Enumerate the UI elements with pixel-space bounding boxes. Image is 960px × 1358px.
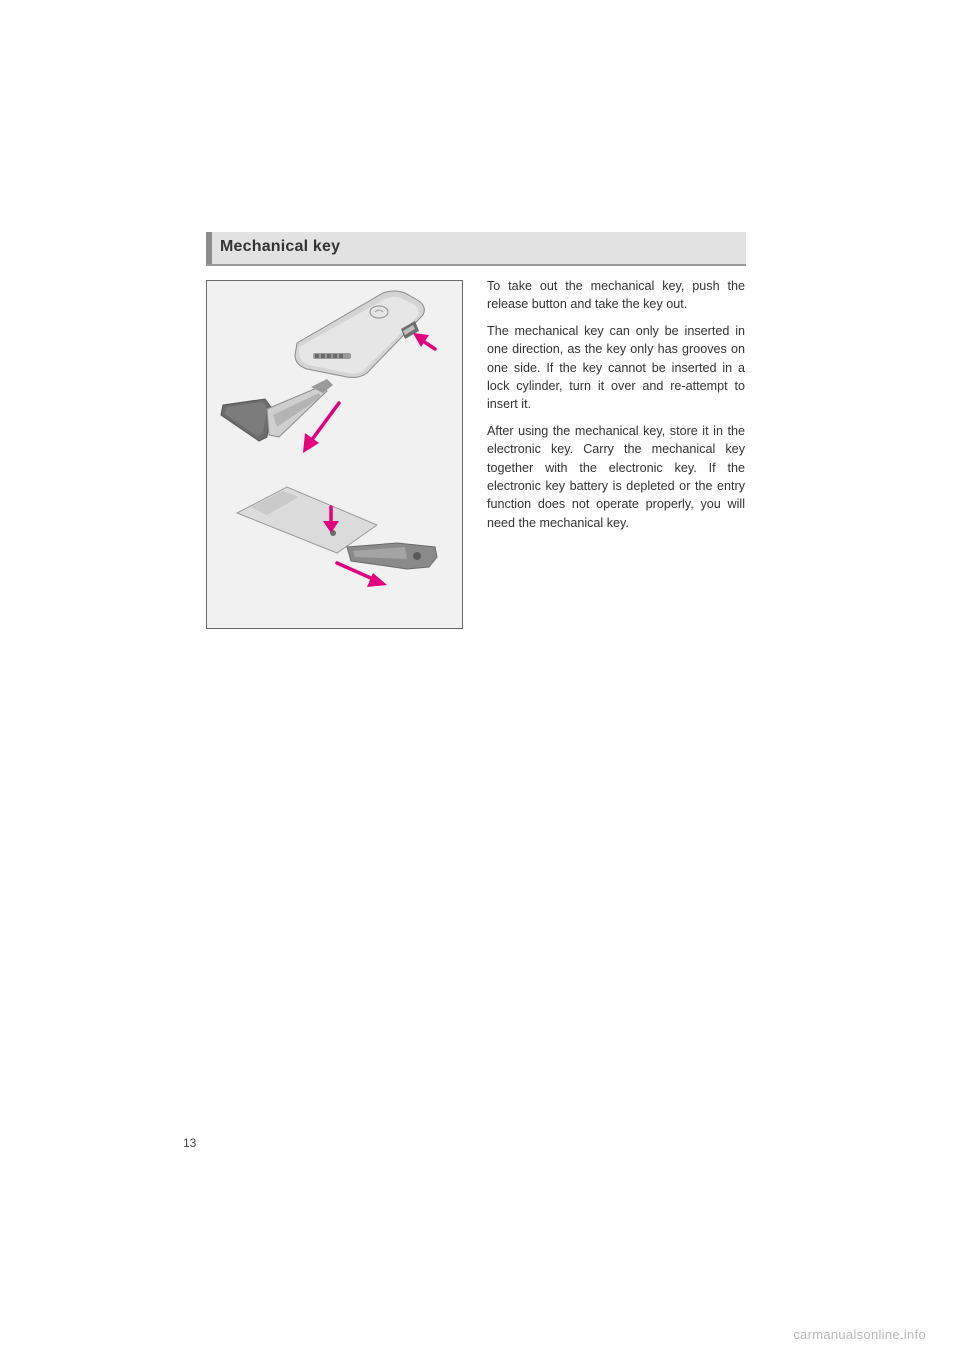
- section-header: [206, 232, 746, 266]
- section-title: Mechanical key: [220, 238, 341, 255]
- watermark: carmanualsonline.info: [793, 1327, 926, 1342]
- release-button-arrow-icon: [413, 333, 435, 349]
- paragraph-insert-direction: The mechanical key can only be inserted in one direction, as the key only has grooves on one side. If the key cannot be inserted in a lock cylinder, turn it over and re-attempt to insert it.: [487, 323, 745, 412]
- mechanical-key-illustration: [207, 281, 462, 628]
- page-number: 13: [183, 1136, 197, 1150]
- card-key-icon: [237, 487, 437, 569]
- illustration-frame: [206, 280, 463, 629]
- paragraph-release: To take out the mechanical key, push the release button and take the key out.: [487, 279, 745, 312]
- instructions-text: [487, 277, 745, 540]
- section-header-accent: [206, 232, 212, 264]
- key-out-arrow-icon: [303, 403, 339, 453]
- paragraph-storage: After using the mechanical key, store it in the electronic key. Carry the mechanical key together with the electronic key. If the electronic key battery is depleted or the entry function does not operate properly, you will need the mechanical key.: [487, 423, 745, 530]
- key-fob-icon: [295, 291, 424, 378]
- card-key-out-arrow-icon: [337, 563, 387, 587]
